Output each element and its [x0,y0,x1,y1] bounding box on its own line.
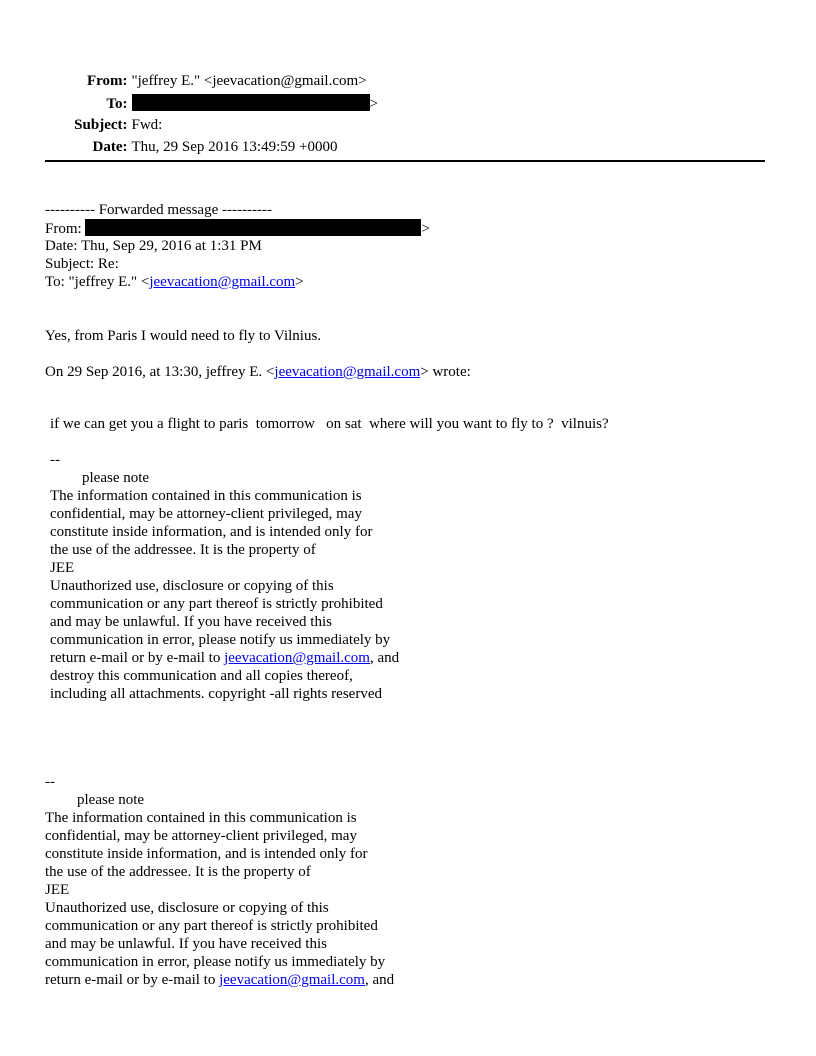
signature-line: destroy this communication and all copies thereof, [50,668,353,684]
signature-line: confidential, may be attorney-client privileged, may [50,506,362,522]
forwarded-from [45,219,430,237]
signature-line: constitute inside information, and is intended only for [50,524,373,540]
quote-intro-suffix: > wrote: [420,364,471,380]
signature-line: The information contained in this communication is [50,488,362,504]
signature-line: constitute inside information, and is intended only for [45,846,368,862]
signature-line: Unauthorized use, disclosure or copying of this [50,578,334,594]
signature-line: confidential, may be attorney-client privileged, may [45,828,357,844]
signature-line: including all attachments. copyright -all rights reserved [50,686,382,702]
header-to-label: To: [106,96,128,112]
signature-line: JEE [45,882,70,898]
forwarded-from-suffix: > [421,221,430,237]
header-subject [40,98,163,133]
signature-email-line [45,971,394,989]
signature-line: The information contained in this communication is [45,810,357,826]
forwarded-to-suffix: > [295,274,304,290]
redaction-bar [85,219,421,236]
forwarded-subject: Subject: Re: [45,256,119,272]
email-link[interactable]: jeevacation@gmail.com [274,364,421,380]
signature-email-prefix: return e-mail or by e-mail to [50,650,225,666]
signature-line: JEE [50,560,75,576]
redaction-bar [132,94,370,111]
header-date-label: Date: [92,139,128,155]
signature-email-line [50,649,399,667]
header-date [40,120,338,155]
signature-email-suffix: , and [364,972,395,988]
forwarded-to-prefix: To: "jeffrey E." < [45,274,150,290]
header-to-suffix: > [369,96,378,112]
signature-line: the use of the addressee. It is the property of [50,542,316,558]
email-link[interactable]: jeevacation@gmail.com [149,274,296,290]
quote-intro [45,363,471,381]
quote-intro-prefix: On 29 Sep 2016, at 13:30, jeffrey E. < [45,364,275,380]
forwarded-from-label: From: [45,221,82,237]
header-subject-label: Subject: [74,117,128,133]
signature-line: communication or any part thereof is strictly prohibited [50,596,383,612]
forwarded-separator: ---------- Forwarded message ---------- [45,202,272,218]
signature-line: communication in error, please notify us immediately by [45,954,386,970]
header-from-value: "jeffrey E." <jeevacation@gmail.com> [131,73,367,89]
signature-email-prefix: return e-mail or by e-mail to [45,972,220,988]
email-link[interactable]: jeevacation@gmail.com [224,650,370,666]
signature-line: communication or any part thereof is strictly prohibited [45,918,378,934]
signature-line: and may be unlawful. If you have received this [50,614,332,630]
reply-text: Yes, from Paris I would need to fly to Vilnius. [45,328,322,344]
header-from [40,54,367,89]
signature-line: communication in error, please notify us immediately by [50,632,391,648]
header-subject-value: Fwd: [131,117,163,133]
signature-line: Unauthorized use, disclosure or copying of this [45,900,329,916]
signature-note: please note [82,470,150,486]
email-link[interactable]: jeevacation@gmail.com [219,972,365,988]
signature-email-suffix: , and [369,650,400,666]
header-from-label: From: [86,73,128,89]
signature-dashes: -- [45,774,55,790]
forwarded-to [45,273,304,291]
signature-line: the use of the addressee. It is the property of [45,864,311,880]
signature-dashes: -- [50,452,60,468]
signature-line: and may be unlawful. If you have received this [45,936,327,952]
quoted-message: if we can get you a flight to paris tomorrow on sat where will you want to fly to ? vilnuis? [50,416,609,432]
forwarded-date: Date: Thu, Sep 29, 2016 at 1:31 PM [45,238,262,254]
header-date-value: Thu, 29 Sep 2016 13:49:59 +0000 [131,139,338,155]
header-divider [45,160,765,162]
header-to [40,76,378,112]
signature-note: please note [77,792,145,808]
